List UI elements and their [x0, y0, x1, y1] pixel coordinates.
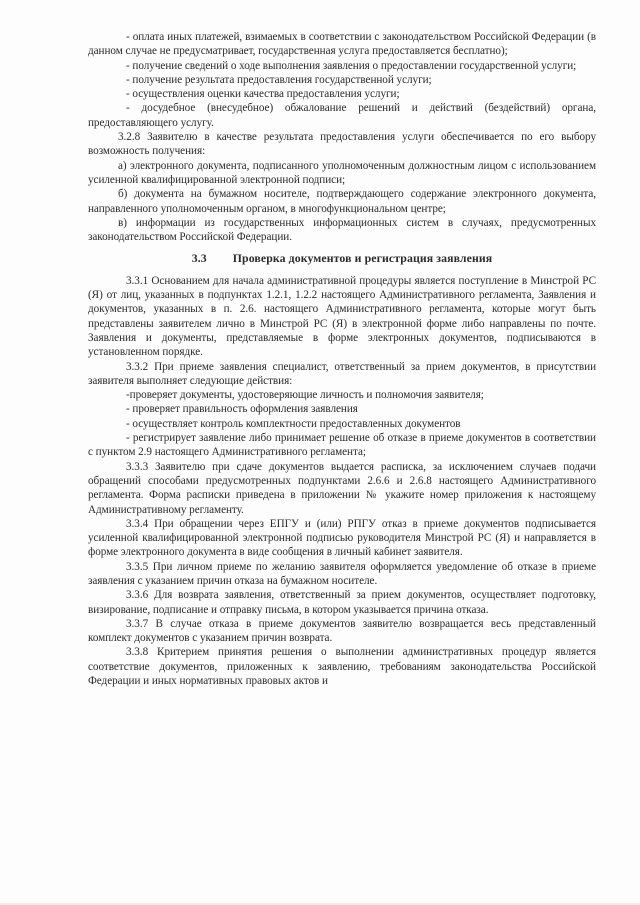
paragraph-3-3-4: 3.3.4 При обращении через ЕПГУ и (или) РПГУ отказ в приеме документов подписывается усиленной квалифицированной электронной подписью руководителя Минстрой РС (Я) и направляется в форме электронного документа в виде сообщения в личный кабинет заявителя.: [88, 517, 596, 559]
document-body: [88, 30, 596, 688]
paragraph-result: - получение результата предоставления государственной услуги;: [126, 73, 432, 86]
paragraph-quality: - осуществления оценки качества предоставления услуги;: [126, 88, 400, 101]
paragraph-payment: - оплата иных платежей, взимаемых в соответствии с законодательством Российской Федерации (в данном случае не предусматривает, государственная услуга предоставляется бесплатно);: [88, 31, 596, 58]
paragraph-3-2-8: 3.2.8 Заявителю в качестве результата предоставления услуги обеспечивается по его выбору возможность получения:: [88, 131, 596, 158]
paragraph-3-3-6: 3.3.6 Для возврата заявления, ответственный за прием документов, осуществляет подготовку, визирование, подписание и отправку письма, в котором указывается причина отказа.: [88, 589, 596, 616]
paragraph-3-3-2: 3.3.2 При приеме заявления специалист, ответственный за прием документов, в присутствии заявителя выполняет следующие действия:: [88, 360, 596, 387]
section-heading: [88, 251, 596, 265]
paragraph-3-3-3: 3.3.3 Заявителю при сдаче документов выдается расписка, за исключением случаев подачи обращений способами предусмотренных подпунктами 2.6.6 и 2.6.8 настоящего Административного регламента. Форма расписки приведена в приложении № укажите номер приложения к настоящему Административному регламенту.: [88, 460, 596, 516]
paragraph-3-3-8: 3.3.8 Критерием принятия решения о выполнении административных процедур является соответствие документов, приложенных к заявлению, требованиям законодательства Российской Федерации и иных нормативных правовых актов и: [88, 646, 596, 688]
paragraph-3-3-7: 3.3.7 В случае отказа в приеме документов заявителю возвращается весь представленный комплект документов с указанием причин возврата.: [88, 617, 596, 645]
paragraph-3-3-5: 3.3.5 При личном приеме по желанию заявителя оформляется уведомление об отказе в приеме заявления с указанием причин отказа на бумажном носителе.: [88, 560, 596, 587]
section-number: 3.3: [191, 251, 207, 266]
paragraph-option-a: а) электронного документа, подписанного уполномоченным должностным лицом с использованием усиленной квалифицированной электронной подписи;: [88, 159, 596, 186]
paragraph-check-form: - проверяет правильность оформления заявления: [126, 403, 358, 416]
section-title: Проверка документов и регистрация заявления: [232, 251, 493, 266]
paragraph-3-3-1: 3.3.1 Основанием для начала административной процедуры является поступление в Минстрой РС (Я) от лиц, указанных в подпунктах 1.2.1, 1.2.2 настоящего Административного регламента, Заявления и документов, указанных в п. 2.6. настоящего Административного регламента, которые могут быть представлены заявителем лично в Минстрой РС (Я) в электронной форме либо направлены по почте. Заявления и документы, представляемые в форме электронных документов, подписываются в установленном порядке.: [88, 274, 596, 359]
paragraph-check-identity: -проверяет документы, удостоверяющие личность и полномочия заявителя;: [126, 389, 484, 402]
paragraph-option-c: в) информации из государственных информационных систем в случаях, предусмотренных законодательством Российской Федерации.: [88, 216, 596, 244]
paragraph-check-completeness: - осуществляет контроль комплектности предоставленных документов: [126, 417, 461, 430]
paragraph-option-b: б) документа на бумажном носителе, подтверждающего содержание электронного документа, направленного уполномоченным органом, в многофункциональном центре;: [88, 188, 596, 215]
paragraph-appeal: - досудебное (внесудебное) обжалование решений и действий (бездействий) органа, предоставляющего услугу.: [88, 102, 596, 129]
paragraph-register: - регистрирует заявление либо принимает решение об отказе в приеме документов в соответствии с пунктом 2.9 настоящего Административного регламента;: [88, 432, 596, 459]
paragraph-status-info: - получение сведений о ходе выполнения заявления о предоставлении государственной услуги;: [126, 59, 577, 72]
